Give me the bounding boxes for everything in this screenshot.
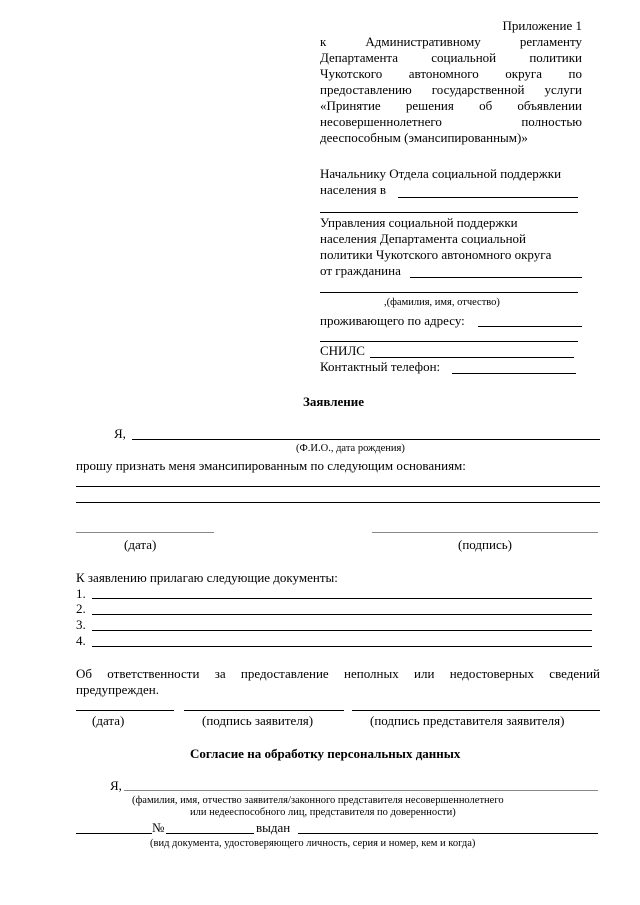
regulation-line: «Принятие решения об объявлении — [320, 98, 582, 113]
dept-line: населения Департамента социальной — [320, 231, 527, 246]
document-number: 4. — [76, 633, 86, 648]
grounds-line[interactable] — [76, 486, 600, 487]
appendix-number: Приложение 1 — [502, 18, 582, 33]
consent-i-label: Я, — [110, 778, 122, 793]
regulation-line: к Административному регламенту — [320, 34, 582, 49]
citizen-name-field-2[interactable] — [320, 292, 578, 293]
document-number: 3. — [76, 617, 86, 632]
addressee-to-line1: Начальнику Отдела социальной поддержки — [320, 166, 562, 181]
phone-label: Контактный телефон: — [320, 359, 441, 374]
fio-hint: ,(фамилия, имя, отчество) — [384, 297, 500, 308]
doc-number-field[interactable] — [166, 833, 254, 834]
address-label: проживающего по адресу: — [320, 313, 465, 328]
document-field[interactable] — [92, 630, 592, 631]
dept-line: Управления социальной поддержки — [320, 215, 518, 230]
dept-line: политики Чукотского автономного округа — [320, 247, 552, 262]
grounds-line[interactable] — [76, 502, 600, 503]
address-field[interactable] — [478, 326, 582, 327]
address-field-2[interactable] — [320, 341, 578, 342]
consent-hint-line2: или недееспособного лиц, представителя по доверенности) — [190, 807, 456, 818]
sign-date-field[interactable] — [76, 710, 174, 711]
sign-representative-field[interactable] — [352, 710, 600, 711]
snils-label: СНИЛС — [320, 343, 365, 358]
document-number: 2. — [76, 601, 86, 616]
regulation-line: Чукотского автономного округа по — [320, 66, 582, 81]
responsibility-line2: предупрежден. — [76, 682, 159, 697]
date-field[interactable] — [76, 532, 214, 533]
snils-field[interactable] — [370, 357, 574, 358]
regulation-line: несовершеннолетнего полностью — [320, 114, 582, 129]
phone-field[interactable] — [452, 373, 576, 374]
document-number: 1. — [76, 586, 86, 601]
number-label: № — [152, 820, 165, 835]
fio-birth-field[interactable] — [132, 439, 600, 440]
document-field[interactable] — [92, 598, 592, 599]
appendix-header — [320, 18, 582, 146]
signature-label: (подпись) — [458, 537, 512, 552]
sign-date-label: (дата) — [92, 713, 125, 728]
signature-field[interactable] — [372, 532, 598, 533]
consent-name-field[interactable] — [124, 790, 598, 791]
statement-title: Заявление — [303, 394, 365, 409]
date-label: (дата) — [124, 537, 157, 552]
doc-type-field[interactable] — [76, 833, 152, 834]
issued-by-field[interactable] — [298, 833, 598, 834]
sign-applicant-field[interactable] — [184, 710, 344, 711]
regulation-line-last: дееспособным (эмансипированным)» — [320, 130, 528, 145]
addressee-to-line2: населения в — [320, 182, 386, 197]
consent-hint-line1: (фамилия, имя, отчество заявителя/законного представителя несовершеннолетнего — [132, 795, 504, 806]
i-label: Я, — [114, 426, 126, 441]
request-text: прошу признать меня эмансипированным по следующим основаниям: — [76, 458, 466, 473]
issued-label: выдан — [256, 820, 291, 835]
sign-applicant-label: (подпись заявителя) — [202, 713, 314, 728]
responsibility-line1: Об ответственности за предоставление неполных или недостоверных сведений — [76, 666, 600, 681]
doc-hint: (вид документа, удостоверяющего личность, серия и номер, кем и когда) — [150, 838, 476, 849]
regulation-line: предоставлению государственной услуги — [320, 82, 582, 97]
citizen-name-field[interactable] — [410, 277, 582, 278]
from-label: от гражданина — [320, 263, 401, 278]
consent-title: Согласие на обработку персональных данных — [190, 746, 461, 761]
regulation-line: Департамента социальной политики — [320, 50, 582, 65]
district-field[interactable] — [398, 197, 578, 198]
fio-birth-hint: (Ф.И.О., дата рождения) — [296, 443, 405, 454]
sign-representative-label: (подпись представителя заявителя) — [370, 713, 565, 728]
district-field-2[interactable] — [320, 212, 578, 213]
documents-intro: К заявлению прилагаю следующие документы: — [76, 570, 338, 585]
document-field[interactable] — [92, 614, 592, 615]
document-field[interactable] — [92, 646, 592, 647]
